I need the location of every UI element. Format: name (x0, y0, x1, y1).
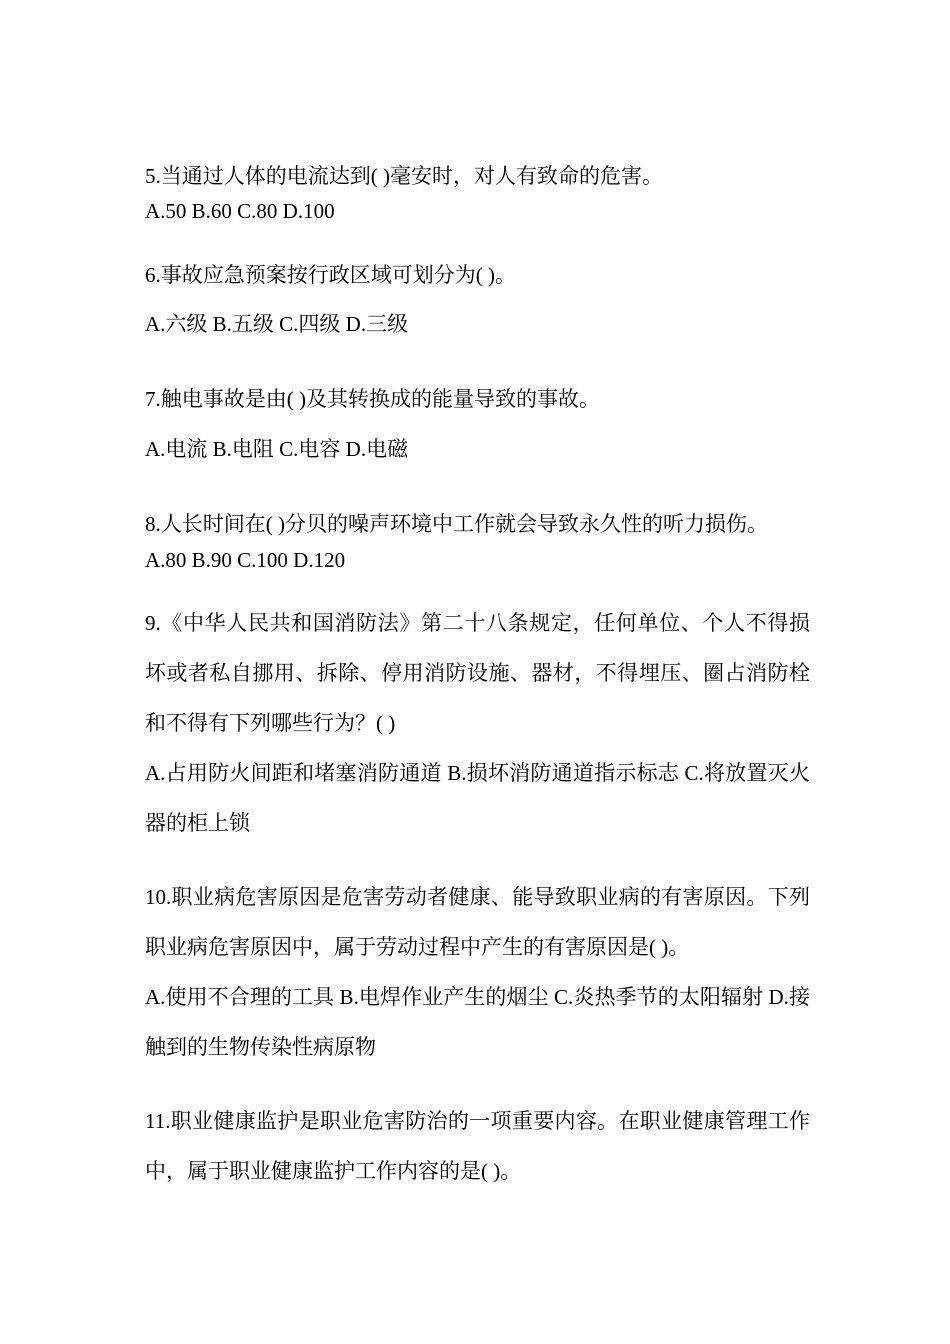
question-10-stem: 10.职业病危害原因是危害劳动者健康、能导致职业病的有害原因。下列职业病危害原因中，属于劳动过程中产生的有害原因是( )。 (145, 885, 810, 959)
question-5-stem: 5.当通过人体的电流达到( )毫安时，对人有致命的危害。 (145, 164, 663, 188)
question-5-options: A.50 B.60 C.80 D.100 (145, 199, 335, 223)
question-10-options: A.使用不合理的工具 B.电焊作业产生的烟尘 C.炎热季节的太阳辐射 D.接触到的生物传染性病原物 (145, 985, 810, 1059)
question-7-options: A.电流 B.电阻 C.电容 D.电磁 (145, 437, 409, 461)
question-9-options: A.占用防火间距和堵塞消防通道 B.损坏消防通道指示标志 C.将放置灭火器的柜上锁 (145, 761, 810, 835)
question-6-stem: 6.事故应急预案按行政区域可划分为( )。 (145, 263, 516, 287)
question-9-stem: 9.《中华人民共和国消防法》第二十八条规定，任何单位、个人不得损坏或者私自挪用、拆除、停用消防设施、器材，不得埋压、圈占消防栓和不得有下列哪些行为？( ) (145, 611, 810, 735)
question-11-stem: 11.职业健康监护是职业危害防治的一项重要内容。在职业健康管理工作中，属于职业健康监护工作内容的是( )。 (145, 1109, 810, 1183)
question-8-options: A.80 B.90 C.100 D.120 (145, 548, 346, 572)
question-8-stem: 8.人长时间在( )分贝的噪声环境中工作就会导致永久性的听力损伤。 (145, 512, 768, 536)
question-6-options: A.六级 B.五级 C.四级 D.三级 (145, 312, 409, 336)
question-7-stem: 7.触电事故是由( )及其转换成的能量导致的事故。 (145, 387, 600, 411)
